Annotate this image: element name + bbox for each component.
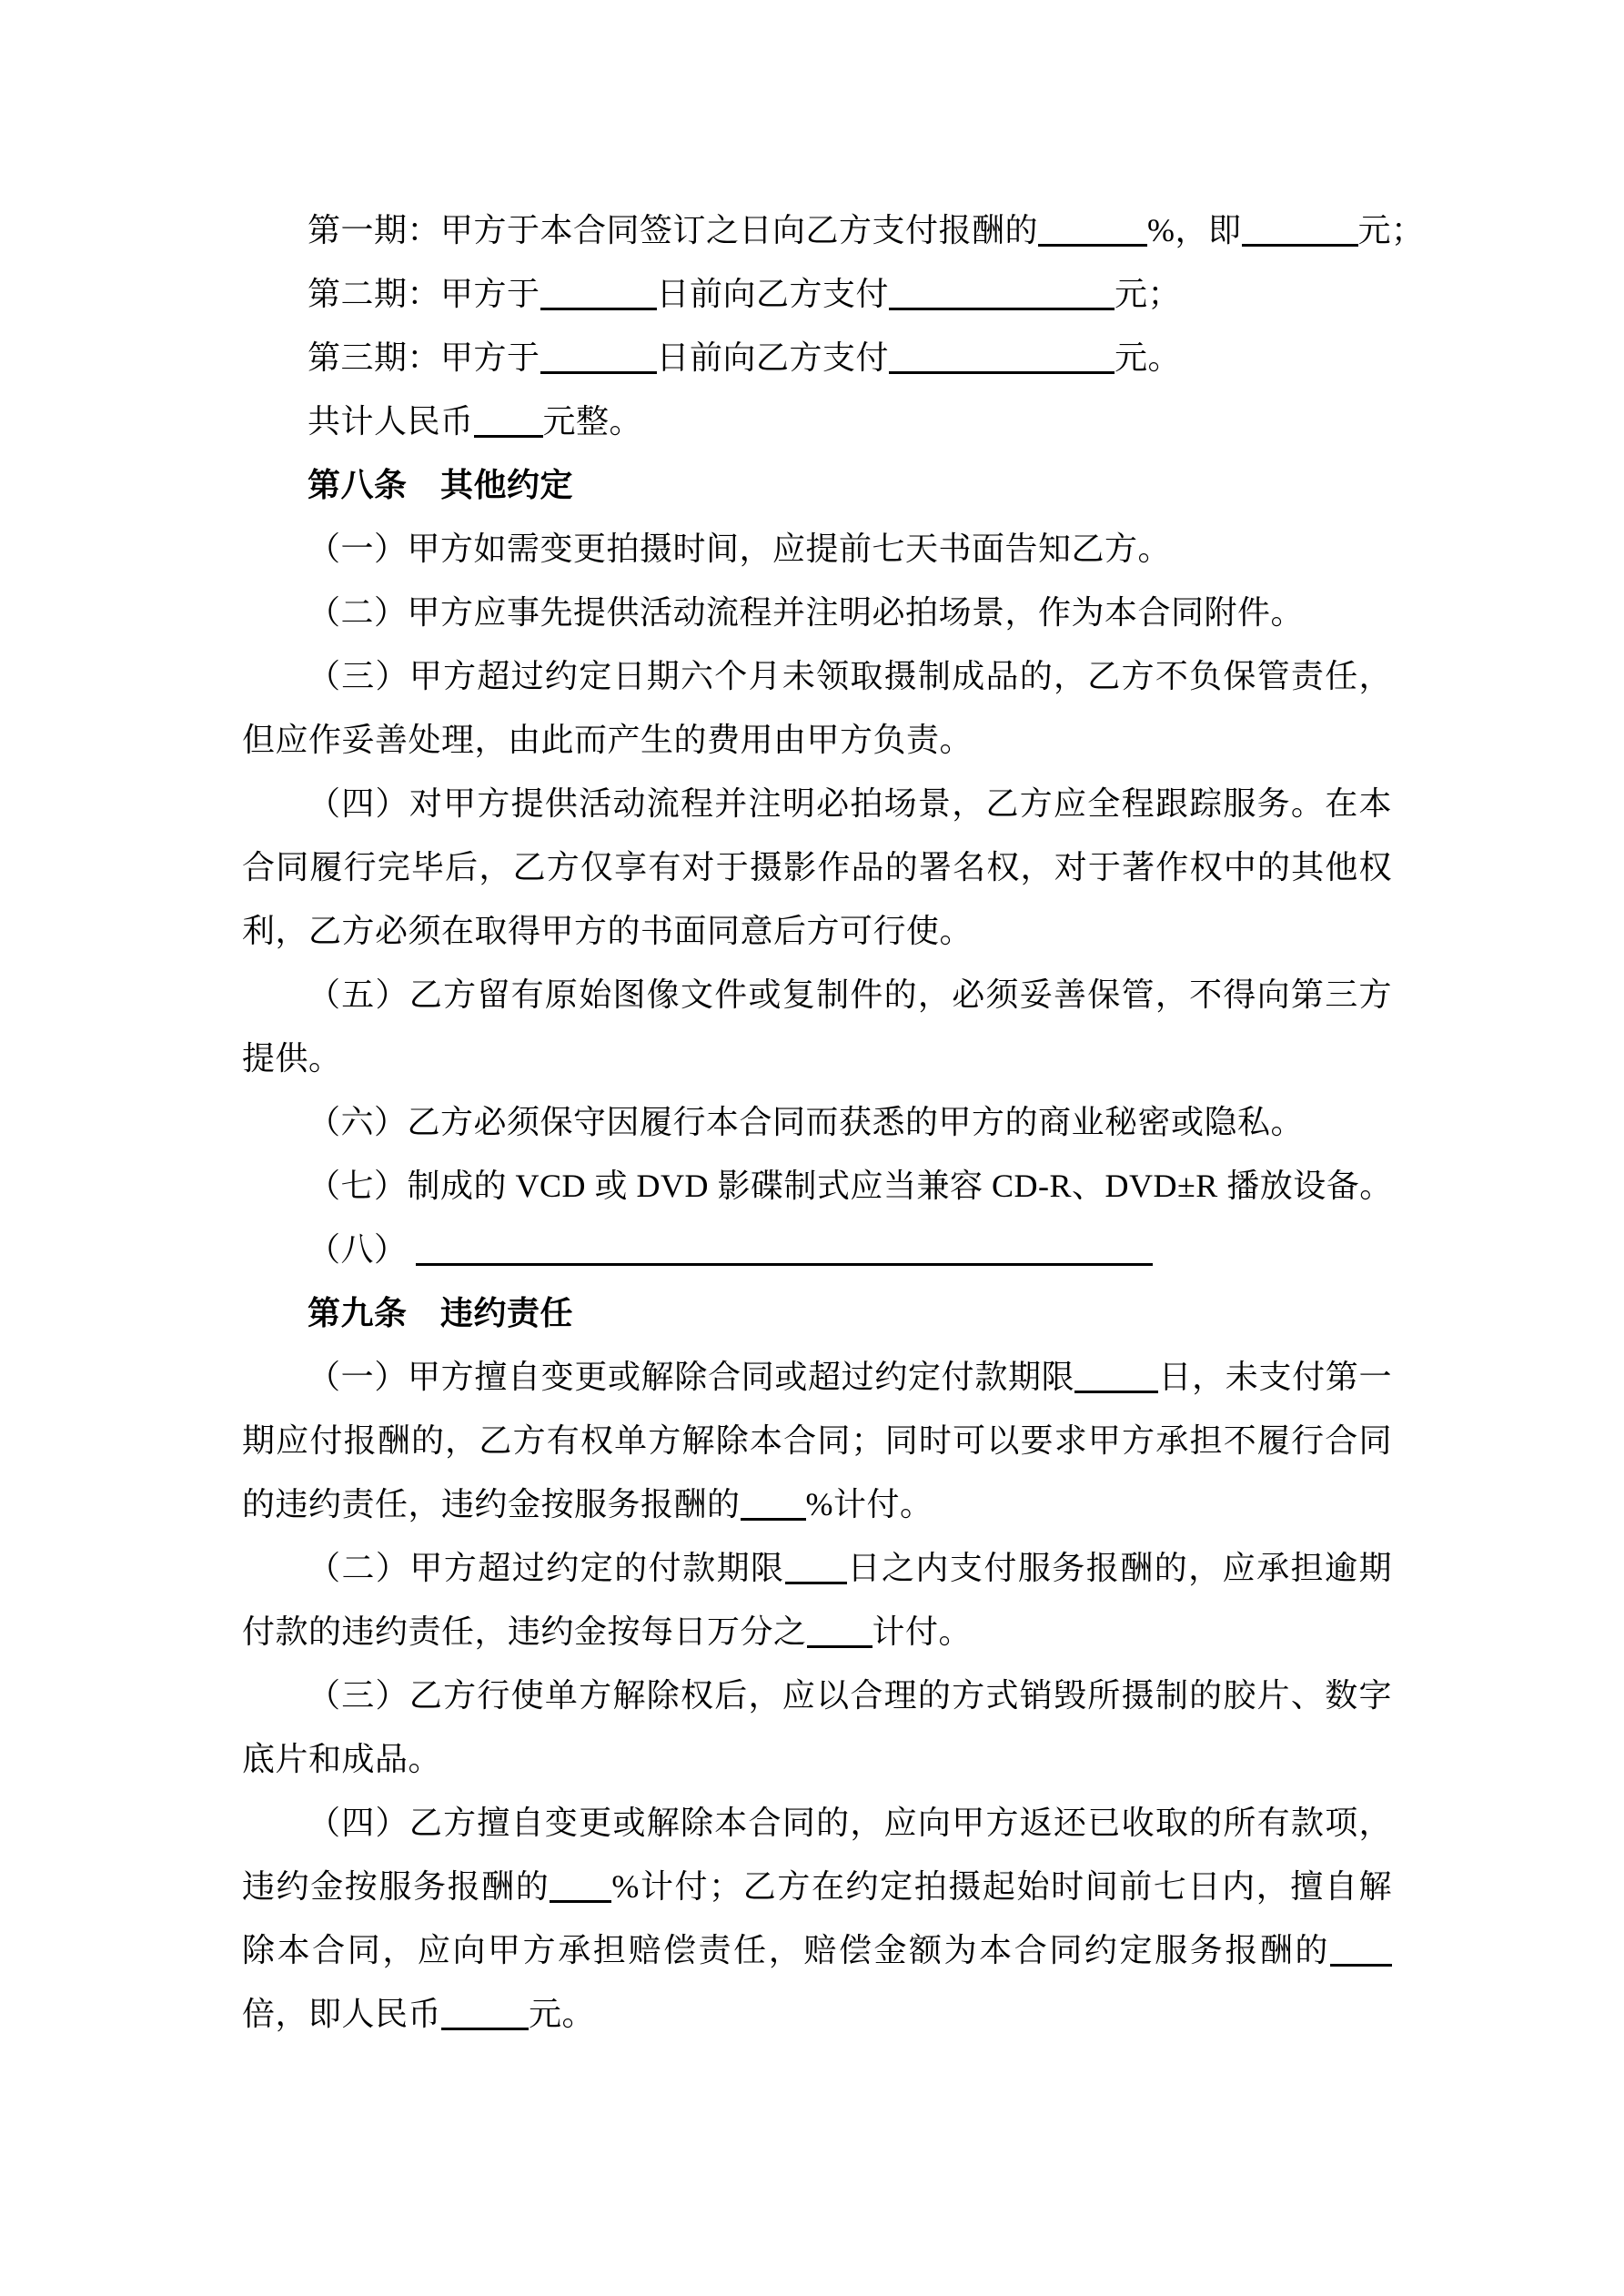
fill-in-blank xyxy=(474,408,543,438)
article-8-item-2 xyxy=(242,581,1392,644)
text-run: 日之内支付服务报酬的，应承担逾期付款的违约责任，违约金按每日万分之 xyxy=(242,1550,1392,1650)
document-body xyxy=(242,198,1425,2046)
fill-in-blank xyxy=(1074,1363,1158,1393)
text-run: （八） xyxy=(308,1231,417,1268)
article-8-item-8 xyxy=(242,1218,1392,1281)
fill-in-blank xyxy=(540,344,657,374)
fill-in-blank xyxy=(1242,217,1358,247)
text-run: 计付。 xyxy=(872,1613,973,1650)
text-run: %，即 xyxy=(1147,212,1242,248)
text-run: （六）乙方必须保守因履行本合同而获悉的甲方的商业秘密或隐私。 xyxy=(308,1104,1305,1140)
fill-in-blank xyxy=(540,280,657,310)
article-9-heading xyxy=(242,1281,1392,1345)
installment-3 xyxy=(242,326,1392,389)
installment-2 xyxy=(242,262,1392,326)
text-run: 第三期：甲方于 xyxy=(308,339,540,376)
fill-in-blank xyxy=(1038,217,1147,247)
fill-in-blank xyxy=(889,280,1115,310)
fill-in-blank xyxy=(741,1491,806,1521)
fill-in-blank xyxy=(416,1236,1153,1266)
article-9-item-2 xyxy=(242,1536,1392,1664)
text-run: 日，未支付第一期应付报酬的，乙方有权单方解除本合同；同时可以要求甲方承担不履行合同的违约责任，违约金按服务报酬的 xyxy=(242,1359,1392,1522)
article-9-item-4 xyxy=(242,1791,1392,2046)
text-run: 共计人民币 xyxy=(308,403,474,440)
text-run: （二）甲方超过约定的付款期限 xyxy=(308,1550,785,1586)
article-9-item-1 xyxy=(242,1345,1392,1536)
text-run: 日前向乙方支付 xyxy=(656,276,890,312)
text-run: 第九条 违约责任 xyxy=(308,1295,574,1331)
total-amount xyxy=(242,389,1392,453)
fill-in-blank xyxy=(889,344,1115,374)
text-run: （四）对甲方提供活动流程并注明必拍场景，乙方应全程跟踪服务。在本合同履行完毕后，乙方仅享有对于摄影作品的署名权，对于著作权中的其他权利，乙方必须在取得甲方的书面同意后方可行使。 xyxy=(242,785,1392,949)
text-run: 元； xyxy=(1357,212,1425,248)
text-run: 倍，即人民币 xyxy=(242,1996,442,2032)
text-run: %计付；乙方在约定拍摄起始时间前七日内，擅自解除本合同，应向甲方承担赔偿责任，赔偿金额为本合同约定服务报酬的 xyxy=(242,1868,1392,1968)
article-8-item-3 xyxy=(242,644,1392,772)
text-run: 元。 xyxy=(1115,339,1182,376)
text-run: %计付。 xyxy=(805,1486,933,1522)
text-run: （五）乙方留有原始图像文件或复制件的，必须妥善保管，不得向第三方提供。 xyxy=(242,976,1392,1077)
text-run: （一）甲方如需变更拍摄时间，应提前七天书面告知乙方。 xyxy=(308,531,1172,567)
text-run: （四）乙方擅自变更或解除本合同的，应向甲方返还已收取的所有款项，违约金按服务报酬的 xyxy=(242,1805,1392,1905)
article-8-item-1 xyxy=(242,517,1392,581)
text-run: 日前向乙方支付 xyxy=(656,339,890,376)
text-run: 元。 xyxy=(529,1996,596,2032)
fill-in-blank xyxy=(550,1873,611,1903)
fill-in-blank xyxy=(807,1618,873,1648)
fill-in-blank xyxy=(785,1554,847,1584)
text-run: （一）甲方擅自变更或解除合同或超过约定付款期限 xyxy=(308,1359,1075,1395)
article-8-heading xyxy=(242,453,1392,517)
text-run: 第二期：甲方于 xyxy=(308,276,540,312)
article-8-item-7 xyxy=(242,1154,1392,1218)
text-run: 元； xyxy=(1115,276,1182,312)
text-run: （三）甲方超过约定日期六个月未领取摄制成品的，乙方不负保管责任，但应作妥善处理，由此而产生的费用由甲方负责。 xyxy=(242,658,1392,758)
installment-1 xyxy=(242,198,1425,262)
text-run: 元整。 xyxy=(542,403,643,440)
fill-in-blank xyxy=(1330,1937,1392,1967)
article-8-item-4 xyxy=(242,772,1392,963)
fill-in-blank xyxy=(441,2000,529,2030)
text-run: （三）乙方行使单方解除权后，应以合理的方式销毁所摄制的胶片、数字底片和成品。 xyxy=(242,1677,1392,1777)
text-run: 第八条 其他约定 xyxy=(308,467,574,503)
text-run: 第一期：甲方于本合同签订之日向乙方支付报酬的 xyxy=(308,212,1039,248)
article-9-item-3 xyxy=(242,1664,1392,1791)
article-8-item-5 xyxy=(242,963,1392,1090)
text-run: （二）甲方应事先提供活动流程并注明必拍场景，作为本合同附件。 xyxy=(308,594,1305,631)
text-run: （七）制成的 VCD 或 DVD 影碟制式应当兼容 CD-R、DVD±R 播放设备。 xyxy=(308,1168,1393,1204)
article-8-item-6 xyxy=(242,1090,1392,1154)
